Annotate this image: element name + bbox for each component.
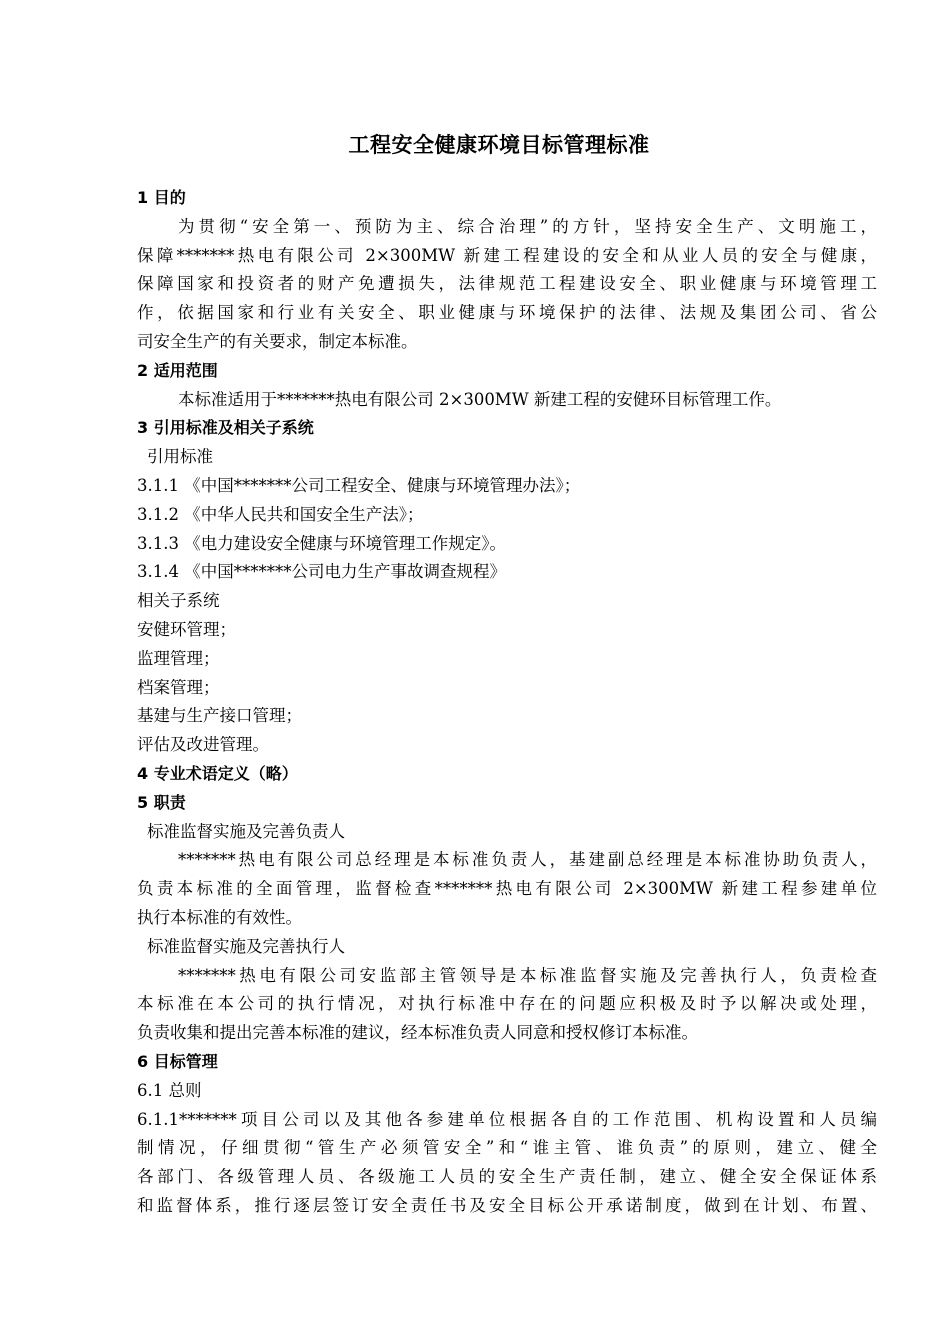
paragraph-line: 作，依据国家和行业有关安全、职业健康与环境保护的法律、法规及集团公司、省公 [137, 303, 877, 323]
subheading: 引用标准 [147, 447, 213, 467]
subheading: 6.1 总则 [137, 1080, 202, 1100]
document-body [137, 184, 877, 1221]
section-heading-terms: 4 专业术语定义（略） [137, 763, 298, 783]
subsystem-item: 安健环管理； [137, 619, 236, 639]
paragraph-line: 执行本标准的有效性。 [137, 907, 302, 927]
paragraph-line: 司安全生产的有关要求，制定本标准。 [137, 331, 418, 351]
paragraph-line: 保障国家和投资者的财产免遭损失，法律规范工程建设安全、职业健康与环境管理工 [137, 274, 877, 294]
paragraph-line: 制情况，仔细贯彻“管生产必须管安全”和“谁主管、谁负责”的原则，建立、健全 [137, 1138, 877, 1158]
paragraph-line: 本标准适用于*******热电有限公司 2×300MW 新建工程的安健环目标管理工作。 [178, 389, 782, 409]
paragraph-line: 各部门、各级管理人员、各级施工人员的安全生产责任制，建立、健全安全保证体系 [137, 1167, 877, 1187]
reference-item: 3.1.2 《中华人民共和国安全生产法》； [137, 504, 424, 524]
paragraph-line: 6.1.1*******项目公司以及其他各参建单位根据各自的工作范围、机构设置和人员编 [137, 1109, 877, 1129]
paragraph-line: 为贯彻“安全第一、预防为主、综合治理”的方针，坚持安全生产、文明施工， [178, 216, 877, 236]
subheading: 标准监督实施及完善执行人 [147, 936, 345, 956]
reference-item: 3.1.3 《电力建设安全健康与环境管理工作规定》。 [137, 533, 506, 553]
subsystem-item: 基建与生产接口管理； [137, 706, 302, 726]
paragraph-line: *******热电有限公司安监部主管领导是本标准监督实施及完善执行人，负责检查 [178, 965, 877, 985]
paragraph-line: *******热电有限公司总经理是本标准负责人，基建副总经理是本标准协助负责人， [178, 850, 877, 870]
section-heading-duties: 5 职责 [137, 792, 186, 812]
subheading: 相关子系统 [137, 591, 220, 611]
subheading: 标准监督实施及完善负责人 [147, 821, 345, 841]
paragraph-line: 保障*******热电有限公司 2×300MW 新建工程建设的安全和从业人员的安全与健康， [137, 245, 877, 265]
document-title: 工程安全健康环境目标管理标准 [348, 133, 650, 157]
paragraph-line: 负责收集和提出完善本标准的建议，经本标准负责人同意和授权修订本标准。 [137, 1023, 698, 1043]
paragraph-line: 和监督体系，推行逐层签订安全责任书及安全目标公开承诺制度，做到在计划、布置、 [137, 1195, 877, 1215]
subsystem-item: 评估及改进管理。 [137, 735, 269, 755]
subsystem-item: 监理管理； [137, 648, 220, 668]
section-heading-targets: 6 目标管理 [137, 1051, 218, 1071]
subsystem-item: 档案管理； [137, 677, 220, 697]
paragraph-line: 负责本标准的全面管理，监督检查*******热电有限公司 2×300MW 新建工程参建单位 [137, 879, 877, 899]
reference-item: 3.1.4 《中国*******公司电力生产事故调查规程》 [137, 562, 506, 582]
section-heading-scope: 2 适用范围 [137, 360, 218, 380]
section-heading-references: 3 引用标准及相关子系统 [137, 418, 314, 438]
reference-item: 3.1.1 《中国*******公司工程安全、健康与环境管理办法》； [137, 475, 581, 495]
paragraph-line: 本标准在本公司的执行情况，对执行标准中存在的问题应积极及时予以解决或处理， [137, 994, 877, 1014]
section-heading-purpose: 1 目的 [137, 188, 186, 207]
